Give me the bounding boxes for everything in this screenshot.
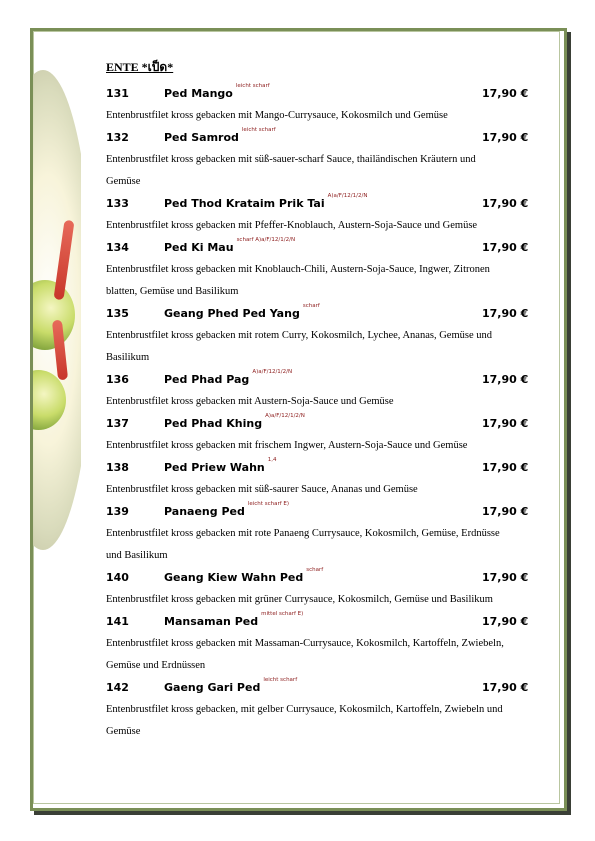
item-price: 17,90 € <box>482 87 529 100</box>
item-number: 135 <box>106 307 129 320</box>
item-description: Gemüse <box>106 176 141 187</box>
item-price: 17,90 € <box>482 505 529 518</box>
item-note: scharf <box>302 303 320 309</box>
item-price: 17,90 € <box>482 681 529 694</box>
item-number: 140 <box>106 571 129 584</box>
item-description: Entenbrustfilet kross gebacken, mit gelber Currysauce, Kokosmilch, Kartoffeln, Zwiebeln und <box>106 704 503 715</box>
item-name: Ped Ki Mau$^{scharf A)a/F/12/1/2/N}$ <box>164 237 296 254</box>
menu-item <box>106 303 546 325</box>
menu-item <box>106 457 546 479</box>
item-name: Ped Phad Khing$^{A)a/F/12/1/2/N}$ <box>164 413 305 430</box>
item-price: 17,90 € <box>482 615 529 628</box>
item-note: leicht scharf <box>235 83 270 89</box>
item-description: blatten, Gemüse und Basilikum <box>106 286 239 297</box>
item-price: 17,90 € <box>482 461 529 474</box>
item-description: und Basilikum <box>106 550 168 561</box>
item-number: 142 <box>106 681 129 694</box>
menu-item <box>106 127 546 149</box>
item-name: Panaeng Ped$^{leicht scharf E)}$ <box>164 501 290 518</box>
item-number: 136 <box>106 373 129 386</box>
item-name: Ped Priew Wahn$^{1,4}$ <box>164 457 277 474</box>
item-number: 131 <box>106 87 129 100</box>
item-number: 138 <box>106 461 129 474</box>
item-name: Ped Thod Krataim Prik Tai$^{A)a/F/12/1/2/N}$ <box>164 193 368 210</box>
item-note: leicht scharf <box>263 677 298 683</box>
item-name: Ped Samrod$^{leicht scharf}$ <box>164 127 276 144</box>
item-description: Entenbrustfilet kross gebacken mit Pfeffer-Knoblauch, Austern-Soja-Sauce und Gemüse <box>106 220 478 231</box>
menu-item-list <box>106 83 546 743</box>
item-name: Geang Phed Ped Yang$^{scharf}$ <box>164 303 320 320</box>
item-note: 1,4 <box>267 457 277 463</box>
item-note: leicht scharf E) <box>247 501 290 507</box>
item-price: 17,90 € <box>482 417 529 430</box>
item-description: Basilikum <box>106 352 150 363</box>
item-description: Entenbrustfilet kross gebacken mit rote Panaeng Currysauce, Kokosmilch, Gemüse, Erdnüsse <box>106 528 500 539</box>
item-description: Entenbrustfilet kross gebacken mit Massaman-Currysauce, Kokosmilch, Kartoffeln, Zwiebeln, <box>106 638 504 649</box>
item-number: 132 <box>106 131 129 144</box>
item-note: mittel scharf E) <box>261 611 304 617</box>
item-note: leicht scharf <box>241 127 276 133</box>
item-note: A)a/F/12/1/2/N <box>327 193 368 199</box>
item-description: Entenbrustfilet kross gebacken mit rotem Curry, Kokosmilch, Lychee, Ananas, Gemüse und <box>106 330 492 341</box>
item-number: 137 <box>106 417 129 430</box>
item-note: scharf A)a/F/12/1/2/N <box>236 237 296 243</box>
item-price: 17,90 € <box>482 197 529 210</box>
menu-item <box>106 611 546 633</box>
item-number: 139 <box>106 505 129 518</box>
item-description: Gemüse <box>106 726 141 737</box>
item-description: Entenbrustfilet kross gebacken mit frischem Ingwer, Austern-Soja-Sauce und Gemüse <box>106 440 468 451</box>
section-title: ENTE *เป็ด* <box>106 60 174 74</box>
item-description: Entenbrustfilet kross gebacken mit süß-saurer Sauce, Ananas und Gemüse <box>106 484 418 495</box>
lime-decoration-image <box>33 70 81 550</box>
menu-item <box>106 83 546 105</box>
item-price: 17,90 € <box>482 131 529 144</box>
item-name: Ped Phad Pag$^{A)a/F/12/1/2/N}$ <box>164 369 293 386</box>
item-description: Gemüse und Erdnüssen <box>106 660 206 671</box>
menu-item <box>106 413 546 435</box>
item-price: 17,90 € <box>482 373 529 386</box>
item-price: 17,90 € <box>482 307 529 320</box>
item-name: Mansaman Ped$^{mittel scharf E)}$ <box>164 611 304 628</box>
menu-item <box>106 369 546 391</box>
menu-item <box>106 677 546 699</box>
menu-content <box>106 58 546 743</box>
item-number: 141 <box>106 615 129 628</box>
item-name: Geang Kiew Wahn Ped$^{scharf}$ <box>164 567 324 584</box>
item-description: Entenbrustfilet kross gebacken mit grüner Currysauce, Kokosmilch, Gemüse und Basilikum <box>106 594 493 605</box>
item-price: 17,90 € <box>482 571 529 584</box>
item-price: 17,90 € <box>482 241 529 254</box>
menu-item <box>106 501 546 523</box>
item-note: scharf <box>306 567 324 573</box>
item-description: Entenbrustfilet kross gebacken mit Mango-Currysauce, Kokosmilch und Gemüse <box>106 110 448 121</box>
item-number: 134 <box>106 241 129 254</box>
item-description: Entenbrustfilet kross gebacken mit süß-sauer-scharf Sauce, thailändischen Kräutern und <box>106 154 476 165</box>
item-note: A)a/F/12/1/2/N <box>252 369 293 375</box>
menu-item <box>106 237 546 259</box>
menu-item <box>106 567 546 589</box>
item-name: Gaeng Gari Ped$^{leicht scharf}$ <box>164 677 298 694</box>
item-description: Entenbrustfilet kross gebacken mit Austern-Soja-Sauce und Gemüse <box>106 396 394 407</box>
menu-item <box>106 193 546 215</box>
item-number: 133 <box>106 197 129 210</box>
item-description: Entenbrustfilet kross gebacken mit Knoblauch-Chili, Austern-Soja-Sauce, Ingwer, Zitronen <box>106 264 490 275</box>
item-name: Ped Mango$^{leicht scharf}$ <box>164 83 270 100</box>
item-note: A)a/F/12/1/2/N <box>265 413 305 419</box>
